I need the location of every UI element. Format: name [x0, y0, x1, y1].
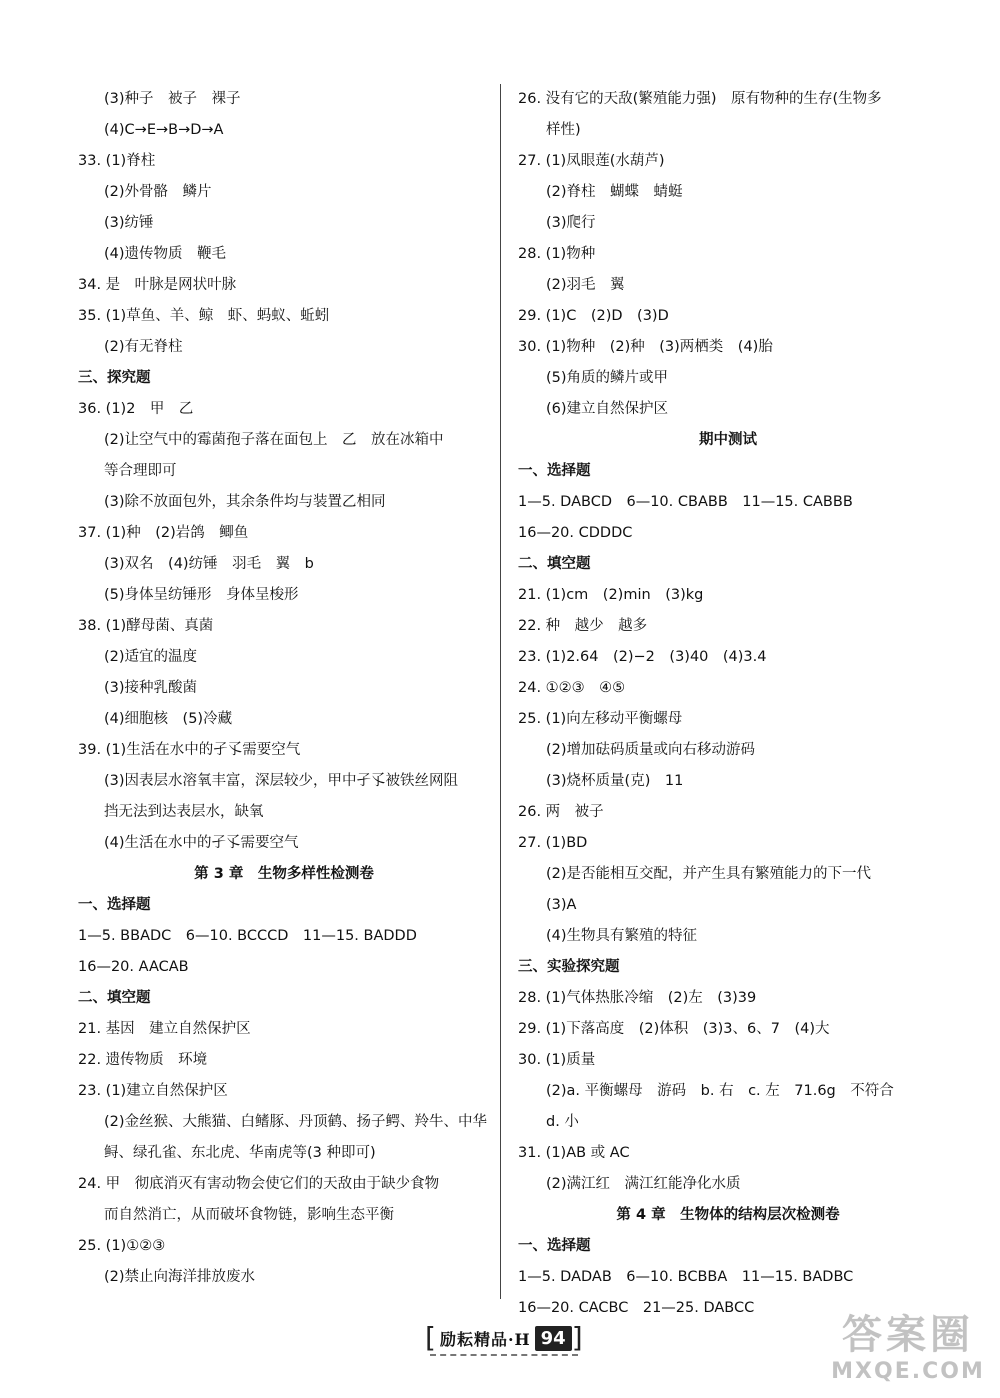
answer-line: (2)金丝猴、大熊猫、白鳍豚、丹顶鹤、扬子鳄、羚牛、中华 — [104, 1114, 488, 1130]
page-number: 94 — [535, 1326, 572, 1351]
answer-line: (3)种子 被子 裸子 — [104, 91, 241, 107]
answer-line: (2)让空气中的霉菌孢子落在面包上 乙 放在冰箱中 — [104, 432, 444, 448]
right-column — [518, 84, 938, 1324]
answer-line: 25. (1)向左移动平衡螺母 — [518, 711, 683, 727]
answer-line: 21. (1)cm (2)min (3)kg — [518, 587, 704, 603]
answer-line: 28. (1)气体热胀冷缩 (2)左 (3)39 — [518, 990, 757, 1006]
answer-line: 1—5. BBADC 6—10. BCCCD 11—15. BADDD — [78, 928, 417, 944]
answer-line: (4)生活在水中的孑孓需要空气 — [104, 835, 299, 851]
section-heading: 二、填空题 — [78, 990, 151, 1006]
answer-line: (3)因表层水溶氧丰富，深层较少，甲中孑孓被铁丝网阻 — [104, 773, 459, 789]
section-heading: 一、选择题 — [518, 1238, 591, 1254]
left-bracket-icon: [ — [425, 1321, 436, 1354]
answer-line: (2)增加砝码质量或向右移动游码 — [546, 742, 756, 758]
answer-line: d. 小 — [546, 1114, 579, 1130]
section-heading: 一、选择题 — [518, 463, 591, 479]
answer-line: 27. (1)BD — [518, 835, 588, 851]
chapter-title: 期中测试 — [699, 432, 757, 448]
column-divider — [500, 84, 501, 1299]
answer-line: 25. (1)①②③ — [78, 1238, 166, 1254]
answer-line: (2)适宜的温度 — [104, 649, 198, 665]
chapter-title: 第 4 章 生物体的结构层次检测卷 — [616, 1207, 840, 1223]
watermark-text: 答案圈 — [842, 1312, 974, 1358]
answer-line: 38. (1)酵母菌、真菌 — [78, 618, 214, 634]
answer-line: (4)C→E→B→D→A — [104, 122, 224, 138]
answer-line: 挡无法到达表层水，缺氧 — [104, 804, 264, 820]
answer-line: (3)爬行 — [546, 215, 596, 231]
answer-line: 29. (1)下落高度 (2)体积 (3)3、6、7 (4)大 — [518, 1021, 830, 1037]
answer-line: (3)A — [546, 897, 577, 913]
answer-line: (4)生物具有繁殖的特征 — [546, 928, 698, 944]
answer-line: (2)a. 平衡螺母 游码 b. 右 c. 左 71.6g 不符合 — [546, 1083, 894, 1099]
answer-line: 鲟、绿孔雀、东北虎、华南虎等(3 种即可) — [104, 1145, 376, 1161]
answer-line: 27. (1)凤眼莲(水葫芦) — [518, 153, 665, 169]
answer-line: 39. (1)生活在水中的孑孓需要空气 — [78, 742, 301, 758]
section-heading: 三、实验探究题 — [518, 959, 620, 975]
section-heading: 一、选择题 — [78, 897, 151, 913]
answer-line: 16—20. AACAB — [78, 959, 189, 975]
answer-line: 28. (1)物种 — [518, 246, 596, 262]
answer-line: (2)羽毛 翼 — [546, 277, 625, 293]
answer-line: 26. 没有它的天敌(繁殖能力强) 原有物种的生存(生物多 — [518, 91, 882, 107]
answer-line: 等合理即可 — [104, 463, 177, 479]
answer-line: (2)脊柱 蝴蝶 蜻蜓 — [546, 184, 683, 200]
answer-line: (3)接种乳酸菌 — [104, 680, 198, 696]
answer-line: 23. (1)建立自然保护区 — [78, 1083, 228, 1099]
answer-line: 22. 遗传物质 环境 — [78, 1052, 208, 1068]
answer-line: 37. (1)种 (2)岩鸽 鲫鱼 — [78, 525, 249, 541]
section-heading: 二、填空题 — [518, 556, 591, 572]
answer-line: (2)禁止向海洋排放废水 — [104, 1269, 256, 1285]
footer-brand: 励耘精品·H — [439, 1329, 531, 1349]
answer-line: 1—5. DABCD 6—10. CBABB 11—15. CABBB — [518, 494, 853, 510]
answer-line: 22. 种 越少 越多 — [518, 618, 648, 634]
answer-line: (2)外骨骼 鳞片 — [104, 184, 212, 200]
answer-line: 29. (1)C (2)D (3)D — [518, 308, 669, 324]
left-column — [78, 84, 490, 1293]
answer-line: (2)有无脊柱 — [104, 339, 183, 355]
section-heading: 三、探究题 — [78, 370, 151, 386]
answer-line: (3)除不放面包外，其余条件均与装置乙相同 — [104, 494, 386, 510]
answer-line: 1—5. DADAB 6—10. BCBBA 11—15. BADBC — [518, 1269, 854, 1285]
answer-line: 31. (1)AB 或 AC — [518, 1145, 630, 1161]
answer-line: 21. 基因 建立自然保护区 — [78, 1021, 251, 1037]
answer-line: 33. (1)脊柱 — [78, 153, 156, 169]
watermark-logo — [828, 1310, 988, 1390]
answer-line: 24. 甲 彻底消灭有害动物会使它们的天敌由于缺少食物 — [78, 1176, 440, 1192]
answer-line: 24. ①②③ ④⑤ — [518, 680, 626, 696]
chapter-title: 第 3 章 生物多样性检测卷 — [194, 866, 374, 882]
answer-line: (3)纺锤 — [104, 215, 154, 231]
right-bracket-icon: ] — [571, 1321, 583, 1354]
answer-line: 16—20. CDDDC — [518, 525, 633, 541]
answer-line: (4)细胞核 (5)冷藏 — [104, 711, 233, 727]
answer-line: (5)角质的鳞片或甲 — [546, 370, 669, 386]
watermark-url: MXQE.COM — [831, 1359, 985, 1384]
footer-dash-line — [430, 1354, 578, 1356]
answer-line: 而自然消亡，从而破坏食物链，影响生态平衡 — [104, 1207, 394, 1223]
answer-line: 样性) — [546, 122, 581, 138]
answer-line: (2)是否能相互交配，并产生具有繁殖能力的下一代 — [546, 866, 872, 882]
answer-line: 36. (1)2 甲 乙 — [78, 401, 194, 417]
answer-line: 30. (1)质量 — [518, 1052, 596, 1068]
page-footer — [425, 1318, 595, 1358]
answer-line: (4)遗传物质 鞭毛 — [104, 246, 227, 262]
answer-line: 35. (1)草鱼、羊、鲸 虾、蚂蚁、蚯蚓 — [78, 308, 330, 324]
answer-line: 16—20. CACBC 21—25. DABCC — [518, 1300, 755, 1316]
answer-line: 23. (1)2.64 (2)−2 (3)40 (4)3.4 — [518, 649, 767, 665]
answer-line: (3)双名 (4)纺锤 羽毛 翼 b — [104, 556, 314, 572]
answer-line: (3)烧杯质量(克) 11 — [546, 773, 684, 789]
answer-line: (2)满江红 满江红能净化水质 — [546, 1176, 741, 1192]
answer-line: 30. (1)物种 (2)种 (3)两栖类 (4)胎 — [518, 339, 773, 355]
answer-line: 26. 两 被子 — [518, 804, 604, 820]
answer-line: 34. 是 叶脉是网状叶脉 — [78, 277, 237, 293]
answer-line: (6)建立自然保护区 — [546, 401, 669, 417]
answer-line: (5)身体呈纺锤形 身体呈梭形 — [104, 587, 299, 603]
